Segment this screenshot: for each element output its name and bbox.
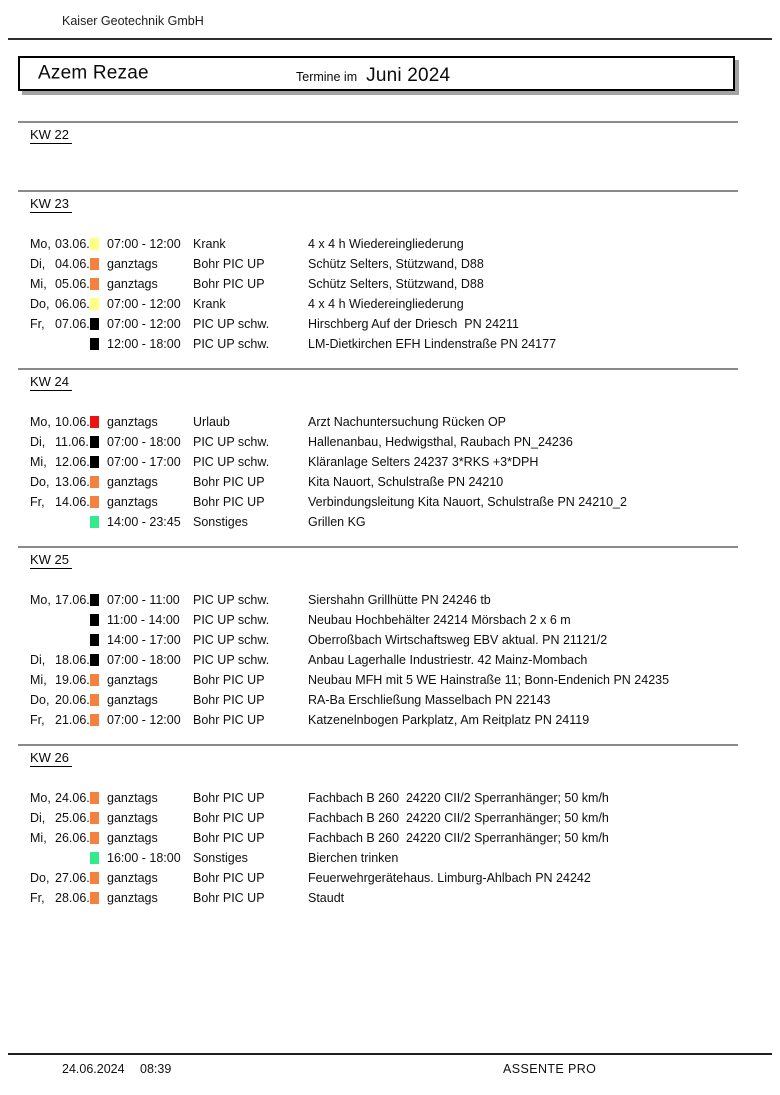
entry-date: 13.06. — [55, 475, 90, 489]
entry-time-range: 07:00 - 11:00 — [107, 593, 180, 607]
entry-time-range: ganztags — [107, 831, 158, 845]
entry-description: 4 x 4 h Wiedereingliederung — [308, 237, 464, 251]
entry-category: Bohr PIC UP — [193, 495, 265, 509]
appointment-row — [30, 294, 738, 314]
category-color-square — [90, 694, 99, 706]
entry-description: Katzenelnbogen Parkplatz, Am Reitplatz PN 24119 — [308, 713, 590, 727]
entry-weekday: Fr, — [30, 495, 45, 509]
week-section — [18, 190, 738, 354]
entry-weekday: Mi, — [30, 455, 47, 469]
header-divider — [8, 38, 772, 40]
entry-category: Sonstiges — [193, 515, 248, 529]
entry-description: Staudt — [308, 891, 345, 905]
category-color-square — [90, 614, 99, 626]
appointment-row — [30, 512, 738, 532]
entry-description: Neubau MFH mit 5 WE Hainstraße 11; Bonn-Endenich PN 24235 — [308, 673, 670, 687]
appointment-row — [30, 828, 738, 848]
entry-time-range: ganztags — [107, 811, 158, 825]
period-month: Juni 2024 — [366, 65, 451, 86]
category-color-square — [90, 792, 99, 804]
company-name: Kaiser Geotechnik GmbH — [62, 14, 204, 28]
category-color-square — [90, 654, 99, 666]
appointment-row — [30, 334, 738, 354]
entry-category: Krank — [193, 297, 226, 311]
category-color-square — [90, 892, 99, 904]
entry-date: 17.06. — [55, 593, 90, 607]
entry-time-range: ganztags — [107, 277, 158, 291]
entry-date: 19.06. — [55, 673, 90, 687]
entry-weekday: Do, — [30, 475, 50, 489]
week-section — [18, 368, 738, 532]
entry-weekday: Mo, — [30, 791, 51, 805]
entry-time-range: 07:00 - 12:00 — [107, 237, 181, 251]
week-label: KW 23 — [30, 196, 72, 213]
category-color-square — [90, 456, 99, 468]
entry-description: Schütz Selters, Stützwand, D88 — [308, 277, 484, 291]
entry-description: Grillen KG — [308, 515, 366, 529]
appointment-row — [30, 788, 738, 808]
entry-description: Kläranlage Selters 24237 3*RKS +3*DPH — [308, 455, 539, 469]
category-color-square — [90, 634, 99, 646]
entry-date: 28.06. — [55, 891, 90, 905]
entry-time-range: 07:00 - 12:00 — [107, 317, 181, 331]
entry-date: 03.06. — [55, 237, 90, 251]
entry-description: Neubau Hochbehälter 24214 Mörsbach 2 x 6 m — [308, 613, 571, 627]
entry-category: Bohr PIC UP — [193, 891, 265, 905]
appointment-row — [30, 254, 738, 274]
entry-time-range: ganztags — [107, 475, 158, 489]
entry-date: 12.06. — [55, 455, 90, 469]
category-color-square — [90, 416, 99, 428]
entry-description: Feuerwehrgerätehaus. Limburg-Ahlbach PN 24242 — [308, 871, 591, 885]
footer-divider — [8, 1053, 772, 1055]
entry-category: Bohr PIC UP — [193, 673, 265, 687]
week-entries — [30, 165, 738, 176]
period-label: Termine im — [296, 70, 358, 84]
entry-date: 26.06. — [55, 831, 90, 845]
entry-date: 25.06. — [55, 811, 90, 825]
week-section — [18, 546, 738, 730]
category-color-square — [90, 872, 99, 884]
entry-description: RA-Ba Erschließung Masselbach PN 22143 — [308, 693, 551, 707]
appointment-row — [30, 630, 738, 650]
week-divider — [18, 121, 738, 123]
entry-date: 14.06. — [55, 495, 90, 509]
appointment-row — [30, 492, 738, 512]
entry-date: 10.06. — [55, 415, 90, 429]
entry-time-range: 16:00 - 18:00 — [107, 851, 181, 865]
category-color-square — [90, 258, 99, 270]
week-divider — [18, 546, 738, 548]
entry-weekday: Fr, — [30, 713, 45, 727]
entry-weekday: Di, — [30, 435, 46, 449]
entry-time-range: ganztags — [107, 257, 158, 271]
category-color-square — [90, 674, 99, 686]
entry-category: Krank — [193, 237, 226, 251]
entry-time-range: ganztags — [107, 791, 158, 805]
entry-time-range: ganztags — [107, 495, 158, 509]
category-color-square — [90, 338, 99, 350]
entry-weekday: Mi, — [30, 831, 47, 845]
entry-description: Anbau Lagerhalle Industriestr. 42 Mainz-Mombach — [308, 653, 588, 667]
week-entries — [30, 412, 738, 532]
entry-time-range: 07:00 - 18:00 — [107, 653, 181, 667]
entry-category: PIC UP schw. — [193, 633, 270, 647]
entry-date: 18.06. — [55, 653, 90, 667]
employee-name: Azem Rezae — [38, 62, 149, 84]
entry-time-range: ganztags — [107, 673, 158, 687]
week-label: KW 26 — [30, 750, 72, 767]
entry-time-range: 14:00 - 17:00 — [107, 633, 181, 647]
entry-weekday: Di, — [30, 653, 46, 667]
appointment-row — [30, 848, 738, 868]
entry-weekday: Do, — [30, 297, 50, 311]
entry-category: PIC UP schw. — [193, 337, 270, 351]
category-color-square — [90, 516, 99, 528]
entry-category: Bohr PIC UP — [193, 811, 265, 825]
entry-category: Bohr PIC UP — [193, 277, 265, 291]
entry-category: Sonstiges — [193, 851, 248, 865]
entry-category: PIC UP schw. — [193, 653, 270, 667]
appointment-row — [30, 472, 738, 492]
category-color-square — [90, 278, 99, 290]
entry-date: 24.06. — [55, 791, 90, 805]
entry-category: PIC UP schw. — [193, 613, 270, 627]
entry-time-range: ganztags — [107, 891, 158, 905]
appointment-row — [30, 888, 738, 908]
entry-time-range: 07:00 - 12:00 — [107, 713, 181, 727]
entry-category: Bohr PIC UP — [193, 713, 265, 727]
entry-time-range: 07:00 - 12:00 — [107, 297, 181, 311]
entry-date: 04.06. — [55, 257, 90, 271]
entry-description: Oberroßbach Wirtschaftsweg EBV aktual. PN 21121/2 — [308, 633, 608, 647]
entry-category: Bohr PIC UP — [193, 693, 265, 707]
category-color-square — [90, 594, 99, 606]
entry-time-range: ganztags — [107, 415, 158, 429]
entry-weekday: Mi, — [30, 277, 47, 291]
entry-category: Bohr PIC UP — [193, 791, 265, 805]
entry-description: Kita Nauort, Schulstraße PN 24210 — [308, 475, 504, 489]
entry-description: Fachbach B 260 24220 CII/2 Sperranhänger; 50 km/h — [308, 811, 609, 825]
category-color-square — [90, 436, 99, 448]
report-title-box — [18, 56, 735, 91]
entry-date: 21.06. — [55, 713, 90, 727]
entry-time-range: 07:00 - 18:00 — [107, 435, 181, 449]
appointment-row — [30, 412, 738, 432]
week-label: KW 24 — [30, 374, 72, 391]
week-entries — [30, 788, 738, 908]
entry-category: PIC UP schw. — [193, 593, 270, 607]
entry-weekday: Di, — [30, 257, 46, 271]
appointment-row — [30, 808, 738, 828]
entry-description: Hirschberg Auf der Driesch PN 24211 — [308, 317, 519, 331]
entry-weekday: Fr, — [30, 891, 45, 905]
entry-description: Hallenanbau, Hedwigsthal, Raubach PN_24236 — [308, 435, 573, 449]
entry-date: 05.06. — [55, 277, 90, 291]
category-color-square — [90, 714, 99, 726]
entry-date: 06.06. — [55, 297, 90, 311]
entry-description: Arzt Nachuntersuchung Rücken OP — [308, 415, 507, 429]
entry-description: Fachbach B 260 24220 CII/2 Sperranhänger; 50 km/h — [308, 791, 609, 805]
entry-weekday: Mi, — [30, 673, 47, 687]
category-color-square — [90, 832, 99, 844]
category-color-square — [90, 496, 99, 508]
app-name: ASSENTE PRO — [503, 1062, 597, 1076]
entry-category: PIC UP schw. — [193, 317, 270, 331]
week-entries — [30, 590, 738, 730]
entry-category: Bohr PIC UP — [193, 831, 265, 845]
appointment-row — [30, 650, 738, 670]
entry-time-range: 12:00 - 18:00 — [107, 337, 181, 351]
appointment-row — [30, 234, 738, 254]
entry-weekday: Do, — [30, 693, 50, 707]
entry-category: Bohr PIC UP — [193, 475, 265, 489]
appointment-row — [30, 690, 738, 710]
entry-weekday: Di, — [30, 811, 46, 825]
entry-time-range: 11:00 - 14:00 — [107, 613, 180, 627]
entry-category: PIC UP schw. — [193, 455, 270, 469]
entry-time-range: 07:00 - 17:00 — [107, 455, 181, 469]
entry-weekday: Mo, — [30, 415, 51, 429]
entry-description: Fachbach B 260 24220 CII/2 Sperranhänger; 50 km/h — [308, 831, 609, 845]
entry-weekday: Mo, — [30, 593, 51, 607]
week-label: KW 22 — [30, 127, 72, 144]
appointment-row — [30, 670, 738, 690]
entry-date: 20.06. — [55, 693, 90, 707]
entry-weekday: Mo, — [30, 237, 51, 251]
entry-description: Bierchen trinken — [308, 851, 399, 865]
week-divider — [18, 744, 738, 746]
entry-category: Bohr PIC UP — [193, 871, 265, 885]
entry-weekday: Do, — [30, 871, 50, 885]
appointment-row — [30, 710, 738, 730]
category-color-square — [90, 476, 99, 488]
report-period — [296, 58, 450, 89]
appointment-row — [30, 590, 738, 610]
print-time: 08:39 — [140, 1062, 172, 1076]
appointment-row — [30, 314, 738, 334]
appointment-row — [30, 868, 738, 888]
entry-time-range: ganztags — [107, 871, 158, 885]
entry-category: Urlaub — [193, 415, 230, 429]
entry-date: 11.06. — [55, 435, 89, 449]
category-color-square — [90, 238, 99, 250]
entry-category: PIC UP schw. — [193, 435, 270, 449]
week-divider — [18, 368, 738, 370]
entry-description: 4 x 4 h Wiedereingliederung — [308, 297, 464, 311]
category-color-square — [90, 812, 99, 824]
category-color-square — [90, 298, 99, 310]
week-entries — [30, 234, 738, 354]
entry-time-range: ganztags — [107, 693, 158, 707]
entry-time-range: 14:00 - 23:45 — [107, 515, 181, 529]
week-section — [18, 121, 738, 176]
entry-description: Verbindungsleitung Kita Nauort, Schulstraße PN 24210_2 — [308, 495, 627, 509]
entry-description: Siershahn Grillhütte PN 24246 tb — [308, 593, 491, 607]
entry-description: Schütz Selters, Stützwand, D88 — [308, 257, 484, 271]
week-divider — [18, 190, 738, 192]
entry-date: 27.06. — [55, 871, 90, 885]
entry-weekday: Fr, — [30, 317, 45, 331]
week-section — [18, 744, 738, 908]
entry-date: 07.06. — [55, 317, 90, 331]
entry-description: LM-Dietkirchen EFH Lindenstraße PN 24177 — [308, 337, 557, 351]
print-date: 24.06.2024 — [62, 1062, 125, 1076]
entry-category: Bohr PIC UP — [193, 257, 265, 271]
appointment-row — [30, 432, 738, 452]
appointment-row — [30, 274, 738, 294]
category-color-square — [90, 852, 99, 864]
appointment-row — [30, 610, 738, 630]
weeks-container — [18, 121, 738, 922]
appointment-row — [30, 452, 738, 472]
week-label: KW 25 — [30, 552, 72, 569]
category-color-square — [90, 318, 99, 330]
